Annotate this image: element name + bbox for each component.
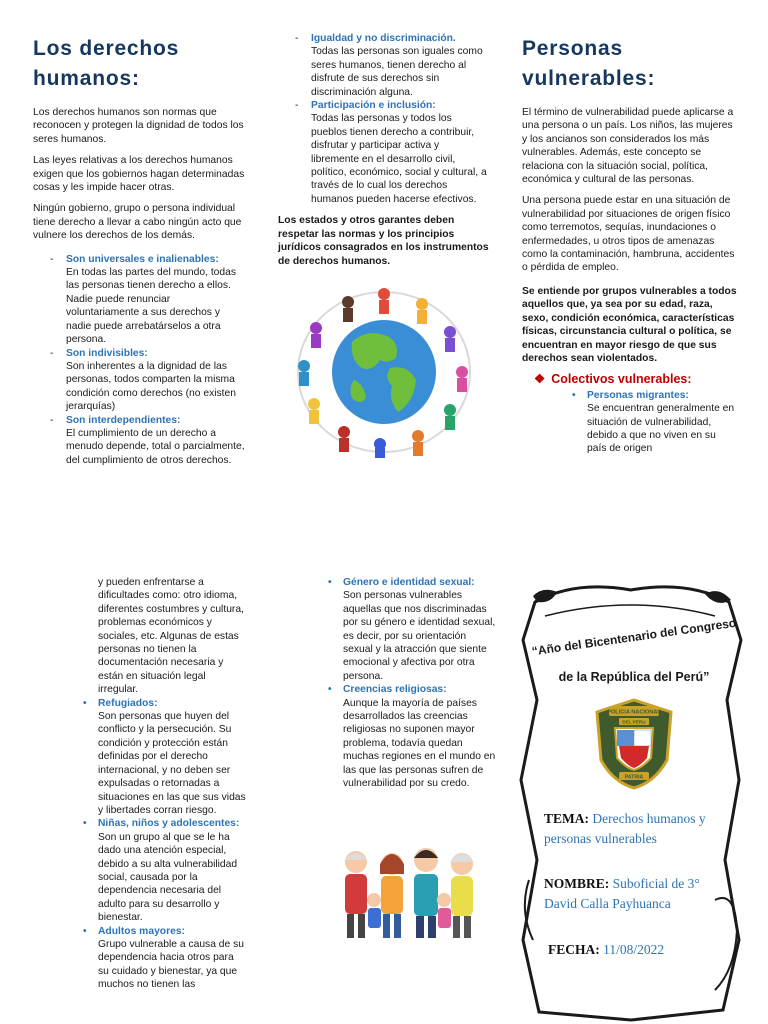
list-item (570, 389, 737, 456)
item-body: Son personas que huyen del conflicto y la persecución. Su condición y protección están definidas por el derecho internacional, y no deben ser expulsadas o retornadas a situaciones en las que sus vidas y libertades corran riesgo. (98, 711, 246, 816)
badge-text-bottom: PATRIA (624, 774, 644, 781)
tema-block (544, 809, 724, 849)
globe-children-illustration (292, 280, 476, 460)
item-body: Todas las personas son iguales como seres humanos, tienen derecho al disfrute de sus derechos sin discriminación alguna. (311, 46, 483, 98)
item-heading: • Personas migrantes: (587, 389, 689, 401)
item-body: Todas las personas y todos los pueblos tienen derecho a contribuir, disfrutar y participar activa y libremente en el desarrollo civil, político, económico, social y cultural, a través de lo cual los derechos humanos pueden hacerse efectivos. (311, 113, 487, 205)
column-colectivos-2 (326, 576, 496, 791)
cover-panel (515, 580, 747, 1024)
tema-label: TEMA: (544, 811, 589, 826)
column-personas-vulnerables (522, 34, 737, 456)
badge-text-top: POLICIA NACIONAL (607, 709, 661, 716)
motto-line-2: de la República del Perú” (558, 670, 710, 684)
section-title-vulnerables: Personas vulnerables: (522, 37, 656, 90)
column-principios (278, 32, 490, 276)
diamond-bullet-icon: ❖ (534, 372, 546, 387)
item-heading: - Son indivisibles: (66, 347, 148, 359)
tema-value: Derechos humanos y personas vulnerables (544, 811, 706, 846)
collectives-list (570, 389, 737, 456)
list-item (81, 697, 247, 818)
paragraph: Las leyes relativas a los derechos humanos exigen que los gobiernos hagan determinadas cosas y les impide hacer otras. (33, 155, 245, 194)
family-illustration-svg (334, 838, 484, 942)
list-item (326, 683, 496, 790)
list-item (81, 925, 247, 992)
bold-paragraph: Los estados y otros garantes deben respetar las normas y los principios jurídicos consagrados en los instrumentos de derechos humanos. (278, 215, 489, 267)
paragraph: Ningún gobierno, grupo o persona individual tiene derecho a llevar a cabo ningún acto que vulnere los derechos de los demás. (33, 203, 242, 242)
item-heading: • Adultos mayores: (98, 925, 185, 937)
bold-paragraph: Se entiende por grupos vulnerables a todos aquellos que, ya sea por su edad, raza, sexo, condición económica, características físicas, circunstancia cultural o política, se encuentran en mayor riesgo de que sus derechos sean violentados. (522, 285, 737, 364)
item-heading: • Creencias religiosas: (343, 684, 447, 696)
item-body: Grupo vulnerable a causa de su dependencia hacia otros para su cuidado y bienestar, ya que muchos no tienen las (98, 938, 244, 991)
list-item (33, 414, 245, 468)
badge-text-mid: DEL PERU (622, 719, 646, 725)
subheading-colectivos (534, 373, 737, 386)
subheading-text: Colectivos vulnerables: (551, 372, 692, 387)
nombre-block (544, 874, 724, 914)
police-badge-icon (593, 698, 675, 790)
principles-list (278, 32, 490, 206)
paragraph: El término de vulnerabilidad puede aplicarse a una persona o un país. Los niños, las mujeres y los ancianos son considerados los más vulnerables. Además, este concepto se relaciona con la situación social, política, económica y cultural de las personas. (522, 107, 734, 186)
collectives-list (81, 697, 247, 992)
item-heading: • Refugiados: (98, 697, 158, 709)
item-body: El cumplimiento de un derecho a menudo depende, total o parcialmente, del cumplimiento de otros derechos. (66, 427, 245, 466)
paragraph: Los derechos humanos son normas que reconocen y protegen la dignidad de todos los seres humanos. (33, 107, 244, 145)
characteristics-list (33, 253, 245, 468)
item-body: En todas las partes del mundo, todas las personas tienen derecho a ellos. Nadie puede renunciar voluntariamente a sus derechos y nadie puede arrebatárselos a otra persona. (66, 267, 237, 346)
item-heading: - Son interdependientes: (66, 414, 181, 426)
nombre-label: NOMBRE: (544, 876, 610, 891)
collectives-list (326, 576, 496, 791)
item-body: Son un grupo al que se le ha dado una atención especial, debido a su alta vulnerabilidad social, causada por la dependencia necesaria del adulto para su desarrollo y bienestar. (98, 831, 238, 924)
item-body: Son inherentes a la dignidad de las personas, todos comparten la misma condición como derechos (no existen jerarquías) (66, 360, 236, 413)
section-title-derechos: Los derechos humanos: (33, 37, 180, 90)
globe-illustration (292, 280, 476, 460)
list-item (326, 576, 496, 683)
list-item (33, 347, 245, 414)
fecha-value: 11/08/2022 (603, 942, 665, 957)
list-item (33, 253, 245, 347)
item-body: Aunque la mayoría de países desarrollados las creencias religiosas no suponen mayor problema, todavía quedan muchas regiones en el mundo en las que las personas sufren de vulnerabilidad por su credo. (343, 697, 496, 790)
motto-line-1: “Año del Bicentenario del Congreso (531, 615, 737, 659)
item-heading: - Son universales e inalienables: (66, 253, 219, 265)
police-badge (593, 698, 675, 790)
item-body: Son personas vulnerables aquellas que nos discriminadas por su género e identidad sexual, es decir, por su orientación sexual y la atracción que siente emocional y afectiva por otra persona. (343, 590, 496, 682)
nombre-value: Suboficial de 3° David Calla Payhuanca (544, 876, 700, 911)
item-heading: - Igualdad y no discriminación. (311, 33, 456, 44)
column-derechos-humanos (33, 34, 245, 467)
fecha-block (548, 940, 728, 960)
paragraph: Una persona puede estar en una situación de vulnerabilidad por situaciones de origen físico como terremotos, sequías, inundaciones o enfermedades, u otros tipos de amenazas como la contaminación, hambruna, accidentes o pérdida de empleo. (522, 195, 735, 274)
item-body: Se encuentran generalmente en situación de vulnerabilidad, debido a que no viven en su país de origen (587, 403, 735, 455)
list-item (278, 32, 490, 99)
list-item (278, 99, 490, 206)
continued-text: y pueden enfrentarse a dificultades como: otro idioma, diferentes costumbres y cultura, problemas económicos y sociales, etc. Algunas de estas personas no tienen la documentación necesaria y están en situación legal irregular. (98, 577, 244, 696)
family-illustration (334, 838, 484, 942)
list-item (81, 817, 247, 924)
fecha-label: FECHA: (548, 942, 600, 957)
column-colectivos-cont (81, 576, 247, 992)
item-heading: • Niñas, niños y adolescentes: (98, 818, 240, 830)
item-heading: - Participación e inclusión: (311, 100, 436, 112)
item-heading: • Género e identidad sexual: (343, 577, 475, 588)
